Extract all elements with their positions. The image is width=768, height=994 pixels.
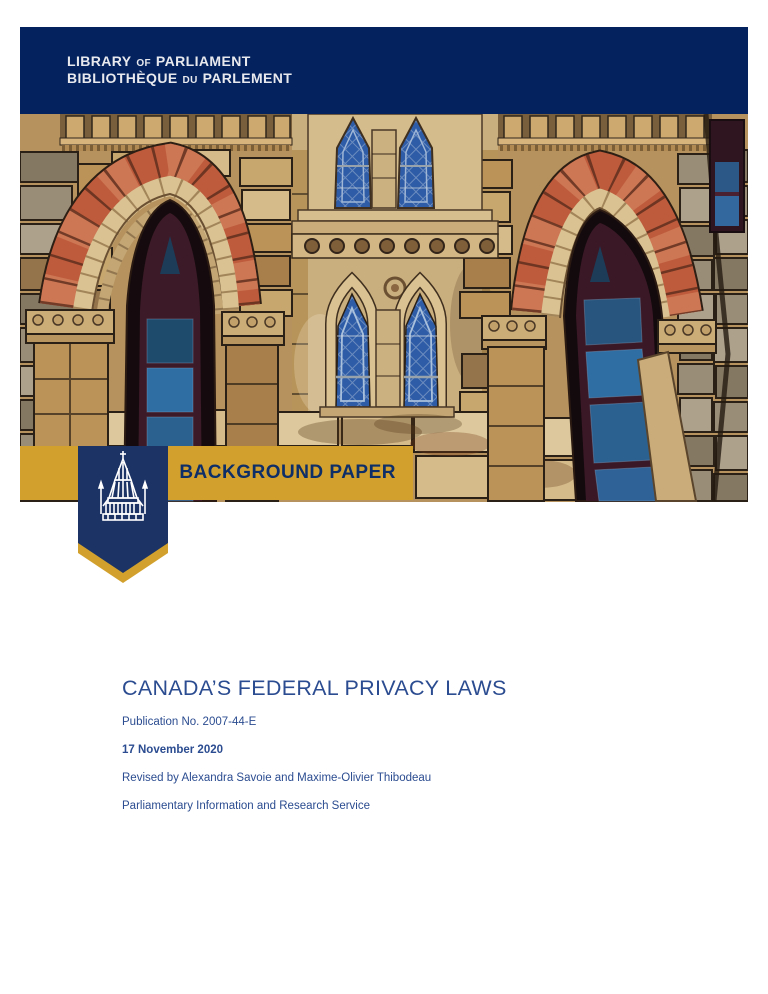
header-text: PARLIAMENT <box>155 52 251 69</box>
header-line-english <box>67 54 748 71</box>
service-line: Parliamentary Information and Research Service <box>122 800 371 812</box>
publication-number: Publication No. 2007-44-E <box>122 716 257 728</box>
document-title: CANADA’S FEDERAL PRIVACY LAWS <box>122 676 507 700</box>
parliament-facade-photo <box>20 114 748 502</box>
bookmark-ribbon <box>78 446 168 586</box>
publication-date: 17 November 2020 <box>122 744 224 756</box>
header-text: DU <box>182 74 198 86</box>
header-line-french <box>67 71 748 88</box>
banner-label: BACKGROUND PAPER <box>179 462 396 483</box>
header-text: OF <box>136 57 152 69</box>
header-text: BIBLIOTHÈQUE <box>67 69 178 86</box>
header-wordmark <box>67 54 748 88</box>
revised-by-line: Revised by Alexandra Savoie and Maxime-Olivier Thibodeau <box>122 772 432 784</box>
header-text: LIBRARY <box>67 52 132 69</box>
library-of-parliament-header <box>20 27 748 114</box>
header-text: PARLEMENT <box>202 69 293 86</box>
